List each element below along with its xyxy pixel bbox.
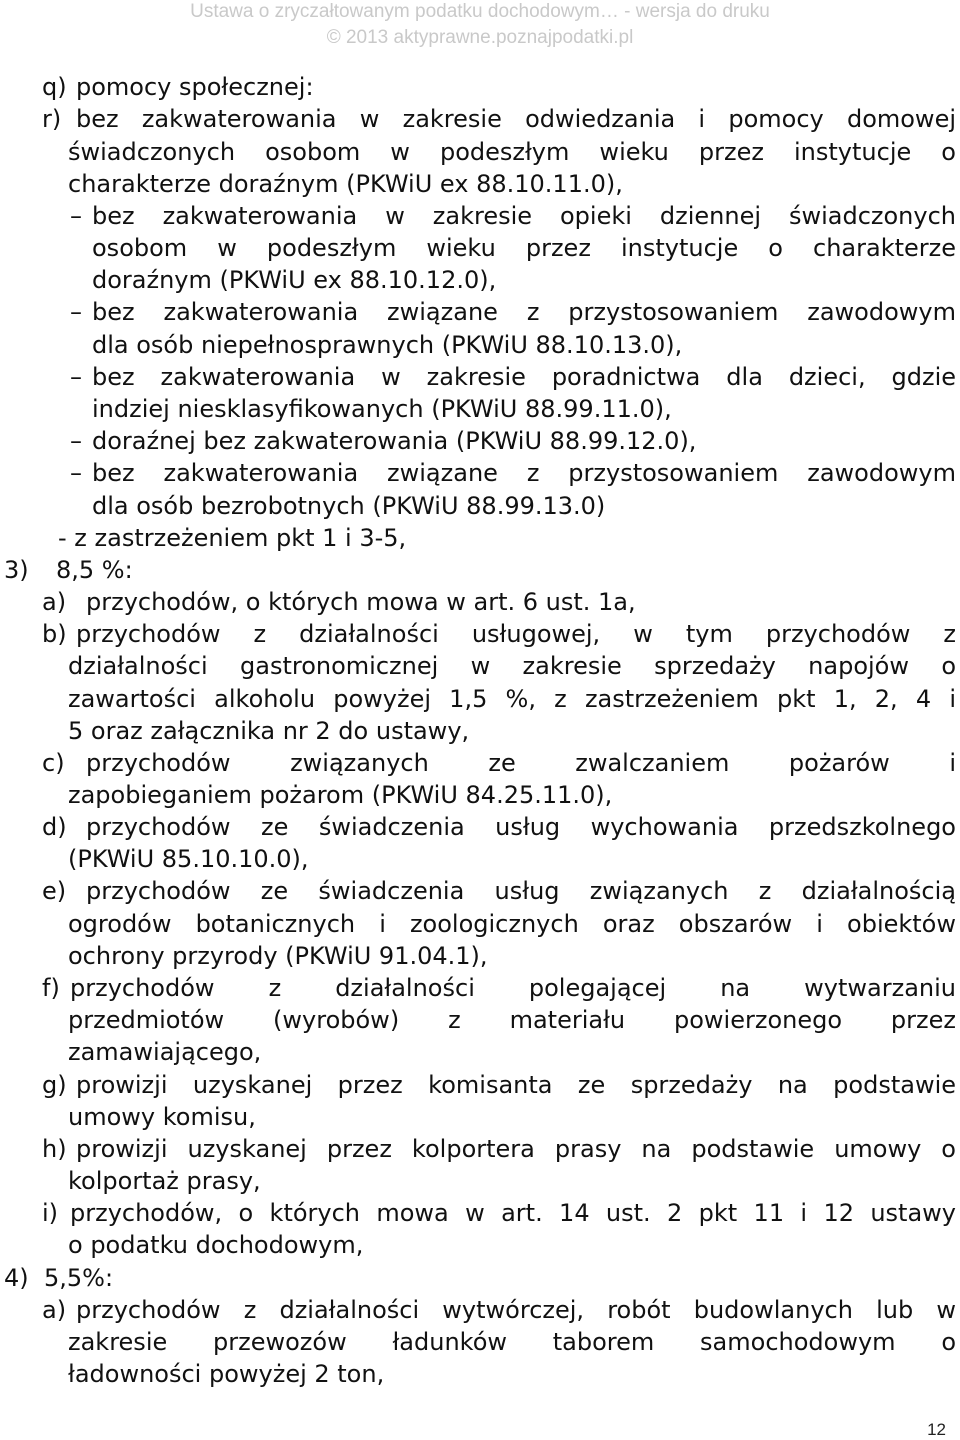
list-marker: 4) xyxy=(4,1264,29,1292)
list-marker: a) xyxy=(42,1296,67,1324)
text-line: bez zakwaterowania w zakresie opieki dziennej świadczonych xyxy=(92,202,956,230)
text-line: zawartości alkoholu powyżej 1,5 %, z zastrzeżeniem pkt 1, 2, 4 i xyxy=(68,685,956,713)
text-line: ochrony przyrody (PKWiU 91.04.1), xyxy=(68,942,488,970)
header-title: Ustawa o zryczałtowanym podatku dochodowym… - wersja do druku xyxy=(190,1,770,22)
text-line: umowy komisu, xyxy=(68,1103,256,1131)
text-line: indziej niesklasyfikowanych (PKWiU 88.99.11.0), xyxy=(92,395,672,423)
text-line: bez zakwaterowania związane z przystosowaniem zawodowym xyxy=(92,459,956,487)
text-line: 8,5 %: xyxy=(56,556,133,584)
list-marker: – xyxy=(70,459,82,487)
text-line: przychodów, o których mowa w art. 6 ust. 1a, xyxy=(86,588,636,616)
list-marker: g) xyxy=(42,1071,67,1099)
text-line: przychodów ze świadczenia usług związanych z działalnością xyxy=(86,877,956,905)
list-marker: b) xyxy=(42,620,67,648)
text-line: pomocy społecznej: xyxy=(76,73,314,101)
text-line: dla osób bezrobotnych (PKWiU 88.99.13.0) xyxy=(92,492,606,520)
text-line: prowizji uzyskanej przez komisanta ze sprzedaży na podstawie xyxy=(76,1071,956,1099)
list-marker: r) xyxy=(42,105,62,133)
text-line: bez zakwaterowania w zakresie odwiedzania i pomocy domowej xyxy=(76,105,956,133)
text-line: zakresie przewozów ładunków taborem samochodowym o xyxy=(68,1328,956,1356)
text-line: przychodów z działalności wytwórczej, robót budowlanych lub w xyxy=(76,1296,956,1324)
list-marker: e) xyxy=(42,877,67,905)
text-line: przedmiotów (wyrobów) z materiału powierzonego przez xyxy=(68,1006,956,1034)
text-line: przychodów ze świadczenia usług wychowania przedszkolnego xyxy=(86,813,956,841)
text-line: kolportaż prasy, xyxy=(68,1167,261,1195)
list-marker: 3) xyxy=(4,556,29,584)
text-line: prowizji uzyskanej przez kolportera prasy na podstawie umowy o xyxy=(76,1135,956,1163)
text-line: ładowności powyżej 2 ton, xyxy=(68,1360,385,1388)
text-line: (PKWiU 85.10.10.0), xyxy=(68,845,309,873)
text-line: działalności gastronomicznej w zakresie sprzedaży napojów o xyxy=(68,652,956,680)
text-line: zamawiającego, xyxy=(68,1038,262,1066)
page-number: 12 xyxy=(927,1420,946,1439)
text-line: przychodów związanych ze zwalczaniem pożarów i xyxy=(86,749,956,777)
text-line: dla osób niepełnosprawnych (PKWiU 88.10.13.0), xyxy=(92,331,683,359)
text-line: - z zastrzeżeniem pkt 1 i 3-5, xyxy=(58,524,407,552)
text-line: charakterze doraźnym (PKWiU ex 88.10.11.0), xyxy=(68,170,623,198)
list-marker: i) xyxy=(42,1199,59,1227)
list-marker: q) xyxy=(42,73,67,101)
text-line: przychodów z działalności usługowej, w tym przychodów z xyxy=(76,620,956,648)
text-line: osobom w podeszłym wieku przez instytucje o charakterze xyxy=(92,234,956,262)
text-line: zapobieganiem pożarom (PKWiU 84.25.11.0), xyxy=(68,781,613,809)
list-marker: c) xyxy=(42,749,65,777)
text-line: 5,5%: xyxy=(44,1264,114,1292)
text-line: 5 oraz załącznika nr 2 do ustawy, xyxy=(68,717,470,745)
text-line: ogrodów botanicznych i zoologicznych oraz obszarów i obiektów xyxy=(68,910,956,938)
list-marker: h) xyxy=(42,1135,67,1163)
text-line: doraźnej bez zakwaterowania (PKWiU 88.99.12.0), xyxy=(92,427,697,455)
list-marker: – xyxy=(70,363,82,391)
text-line: bez zakwaterowania związane z przystosowaniem zawodowym xyxy=(92,298,956,326)
text-line: przychodów z działalności polegającej na wytwarzaniu xyxy=(70,974,956,1002)
text-line: doraźnym (PKWiU ex 88.10.12.0), xyxy=(92,266,497,294)
text-line: świadczonych osobom w podeszłym wieku przez instytucje o xyxy=(68,138,956,166)
list-marker: a) xyxy=(42,588,67,616)
list-marker: – xyxy=(70,427,82,455)
text-line: bez zakwaterowania w zakresie poradnictwa dla dzieci, gdzie xyxy=(92,363,956,391)
list-marker: d) xyxy=(42,813,67,841)
list-marker: – xyxy=(70,202,82,230)
text-line: przychodów, o których mowa w art. 14 ust. 2 pkt 11 i 12 ustawy xyxy=(70,1199,956,1227)
list-marker: – xyxy=(70,298,82,326)
list-marker: f) xyxy=(42,974,60,1002)
text-line: o podatku dochodowym, xyxy=(68,1231,364,1259)
header-copyright: © 2013 aktyprawne.poznajpodatki.pl xyxy=(326,27,634,48)
